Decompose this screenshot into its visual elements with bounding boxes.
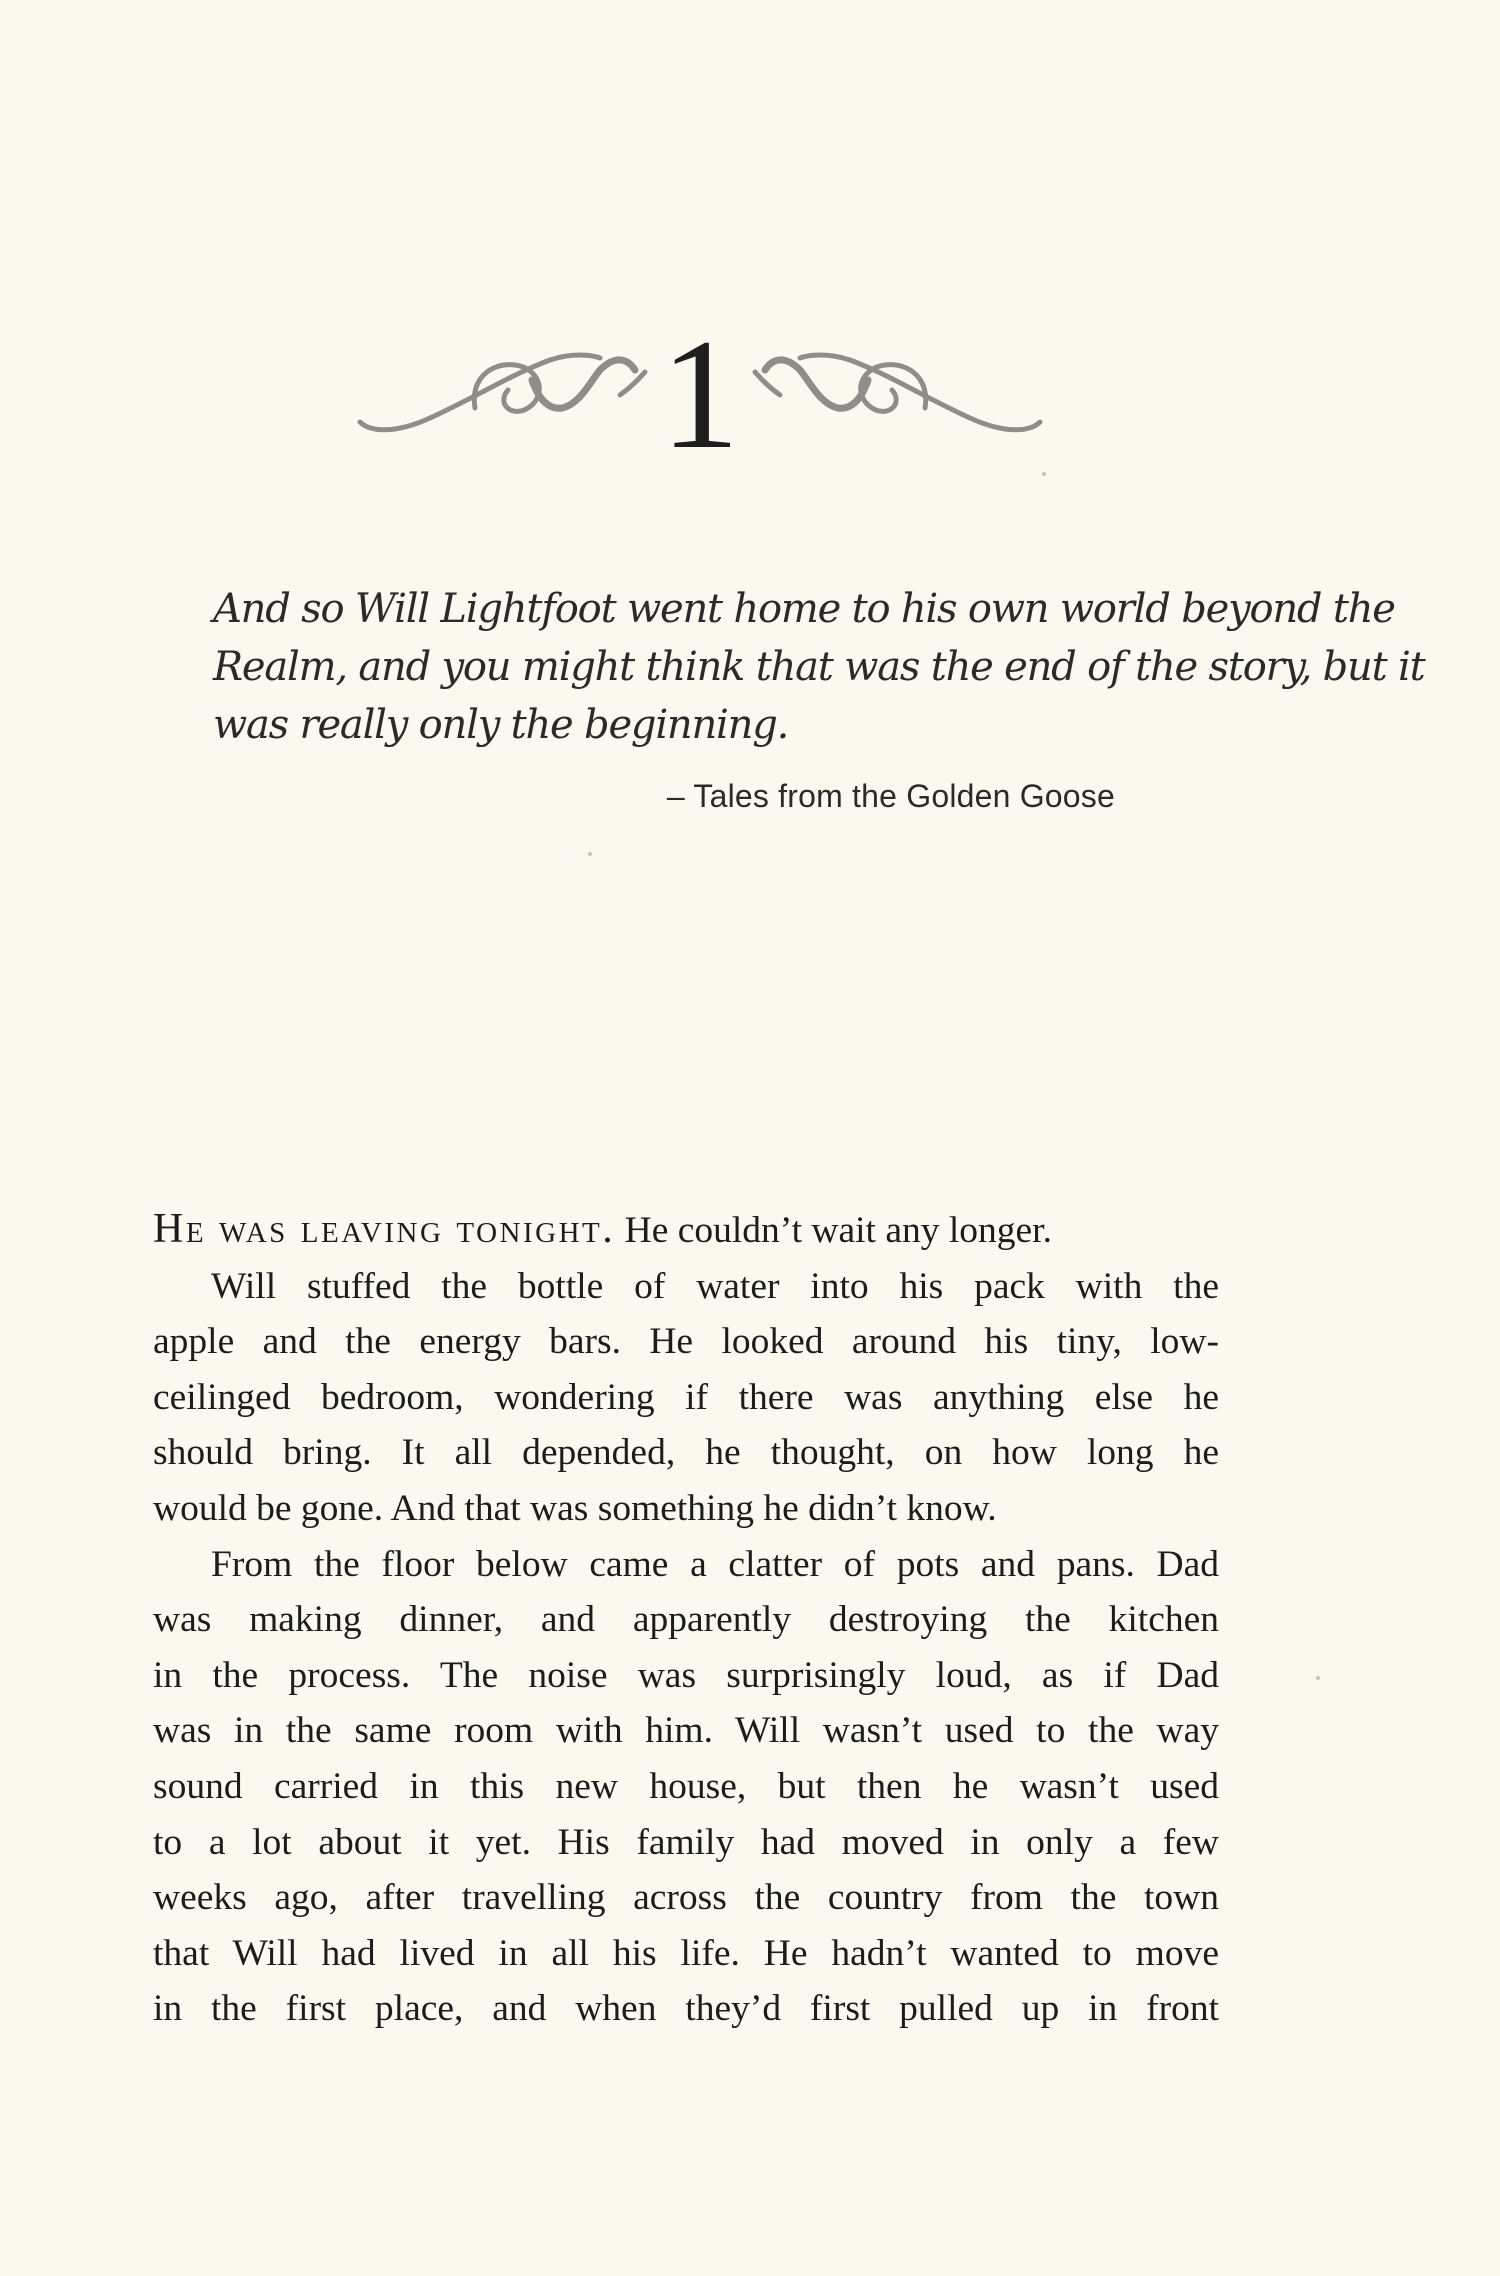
- opening-line-text: He couldn’t wait any longer.: [615, 1210, 1052, 1251]
- paragraph-line: From the floor below came a clatter of pots and pans. Dad: [211, 1543, 1219, 1585]
- epigraph-line: Realm, and you might think that was the end of the story, but it: [213, 644, 1425, 690]
- paragraph: [153, 1259, 1219, 1537]
- chapter-number: 1: [660, 307, 740, 482]
- paper-speck: [1042, 472, 1046, 476]
- epigraph-attribution: – Tales from the Golden Goose: [666, 778, 1115, 814]
- epigraph: [213, 580, 1425, 754]
- epigraph-line: was really only the beginning.: [213, 702, 789, 748]
- paragraph-line: ceilinged bedroom, wondering if there was anything else he: [153, 1376, 1219, 1418]
- paragraph-line: in the process. The noise was surprisingly loud, as if Dad: [153, 1654, 1219, 1696]
- paragraph-line: Will stuffed the bottle of water into his pack with the: [211, 1265, 1219, 1307]
- paragraph-line: that Will had lived in all his life. He hadn’t wanted to move: [153, 1932, 1219, 1974]
- paragraph-line: was in the same room with him. Will wasn’t used to the way: [153, 1710, 1219, 1752]
- paragraph-line: should bring. It all depended, he thought, on how long he: [153, 1432, 1219, 1474]
- paragraph: [153, 1202, 1219, 1259]
- opening-smallcaps: He was leaving tonight.: [153, 1206, 616, 1252]
- paper-speck: [588, 852, 592, 856]
- paragraph: [153, 1537, 1219, 2037]
- paragraph-line: to a lot about it yet. His family had moved in only a few: [153, 1821, 1219, 1863]
- paragraph-line: would be gone. And that was something he didn’t know.: [153, 1487, 997, 1529]
- paragraph-line: in the first place, and when they’d first pulled up in front: [153, 1988, 1219, 2030]
- paragraph-line: apple and the energy bars. He looked around his tiny, low-: [153, 1321, 1219, 1363]
- chapter-body: [153, 1202, 1219, 2037]
- epigraph-line: And so Will Lightfoot went home to his own world beyond the: [213, 586, 1395, 632]
- paragraph-line: weeks ago, after travelling across the country from the town: [153, 1877, 1219, 1919]
- chapter-ornament: [300, 300, 1100, 490]
- opening-line: [153, 1202, 1219, 1259]
- paragraph-line: sound carried in this new house, but then he wasn’t used: [153, 1765, 1219, 1807]
- paragraph-line: was making dinner, and apparently destroying the kitchen: [153, 1599, 1219, 1641]
- paper-speck: [1316, 1676, 1320, 1680]
